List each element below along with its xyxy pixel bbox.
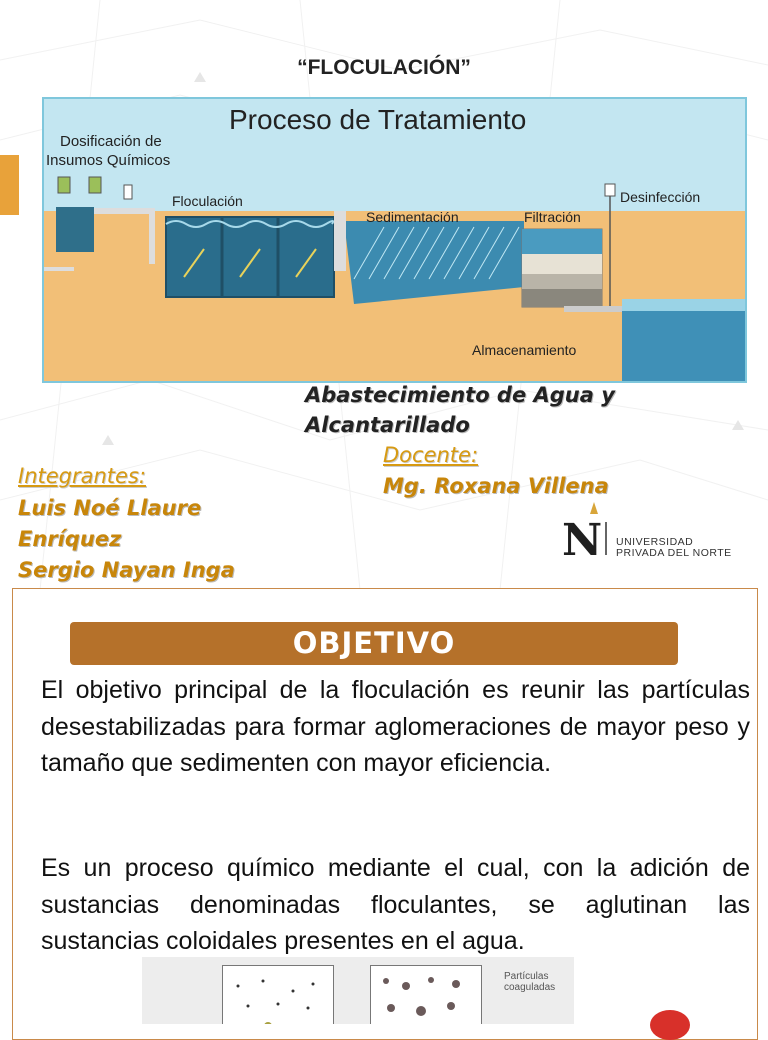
decorative-red-circle (650, 1010, 690, 1040)
upn-logo-icon (560, 500, 610, 560)
member-name: Luis Noé Llaure (18, 496, 202, 520)
label-filtracion: Filtración (524, 209, 581, 225)
integrantes-label: Integrantes: (18, 464, 146, 488)
label-dosificacion: Dosificación de (60, 133, 162, 150)
course-title (305, 380, 615, 440)
flocculation-image (142, 957, 574, 1024)
label-almacenamiento: Almacenamiento (472, 342, 577, 358)
image-caption: Partículas coaguladas (504, 971, 556, 993)
label-floculacion: Floculación (172, 193, 243, 209)
docente-label: Docente: (383, 443, 479, 467)
university-logo (560, 500, 760, 560)
university-line-1: UNIVERSIDAD (616, 536, 694, 548)
member-name: Enríquez (18, 527, 122, 551)
course-line-1: Abastecimiento de Agua y (305, 383, 615, 407)
particles-panel (222, 965, 334, 1024)
treatment-process-diagram (42, 97, 747, 383)
member-name: Sergio Nayan Inga (18, 558, 235, 582)
docente-name: Mg. Roxana Villena (383, 474, 609, 498)
diagram-title: Proceso de Tratamiento (229, 104, 527, 135)
svg-text:N: N (562, 515, 603, 560)
label-insumos: Insumos Químicos (46, 152, 171, 169)
objective-header: OBJETIVO (70, 622, 678, 665)
course-line-2: Alcantarillado (305, 413, 470, 437)
objective-paragraph-1: El objetivo principal de la floculación es reunir las partículas desestabilizadas para formar aglomeraciones de mayor peso y tamaño que sedimenten con mayor eficiencia. (41, 676, 750, 777)
coagulated-panel (370, 965, 482, 1024)
label-sedimentacion: Sedimentación (366, 209, 459, 225)
university-line-2: PRIVADA DEL NORTE (616, 547, 732, 559)
slide-title: “FLOCULACIÓN” (297, 56, 471, 79)
label-desinfeccion: Desinfección (620, 189, 701, 205)
objective-paragraph-2: Es un proceso químico mediante el cual, con la adición de sustancias denominadas floculantes, se aglutinan las sustancias coloidales presentes en el agua. (41, 854, 750, 955)
accent-tab (0, 155, 19, 215)
